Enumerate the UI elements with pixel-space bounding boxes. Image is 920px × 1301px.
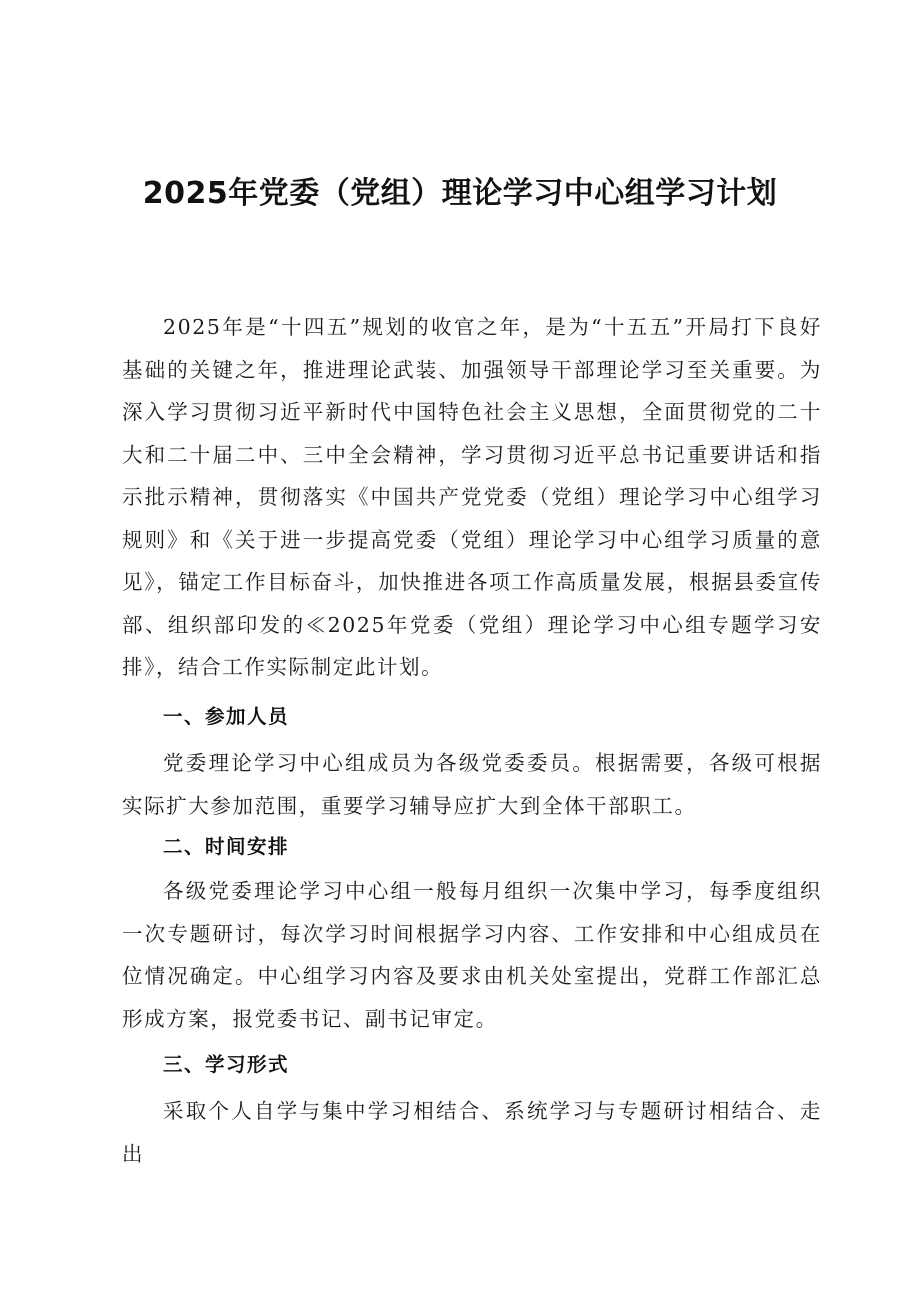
section-heading-participants: 一、参加人员 bbox=[162, 705, 289, 728]
section-heading-format: 三、学习形式 bbox=[162, 1053, 289, 1076]
document-title: 2025年党委（党组）理论学习中心组学习计划 bbox=[142, 176, 778, 211]
section-text-participants: 党委理论学习中心组成员为各级党委委员。根据需要，各级可根据实际扩大参加范围，重要学习辅导应扩大到全体干部职工。 bbox=[122, 751, 822, 818]
intro-paragraph: 2025年是“十四五”规划的收官之年，是为“十五五”开局打下良好基础的关键之年，推进理论武装、加强领导干部理论学习至关重要。为深入学习贯彻习近平新时代中国特色社会主义思想，全面贯彻党的二十大和二十届二中、三中全会精神，学习贯彻习近平总书记重要讲话和指示批示精神，贯彻落实《中国共产党党委（党组）理论学习中心组学习规则》和《关于进一步提高党委（党组）理论学习中心组学习质量的意见》，锚定工作目标奋斗，加快推进各项工作高质量发展，根据县委宣传部、组织部印发的≪2025年党委（党组）理论学习中心组专题学习安排》，结合工作实际制定此计划。 bbox=[122, 315, 822, 679]
section-text-schedule: 各级党委理论学习中心组一般每月组织一次集中学习，每季度组织一次专题研讨，每次学习时间根据学习内容、工作安排和中心组成员在位情况确定。中心组学习内容及要求由机关处室提出，党群工作部汇总形成方案，报党委书记、副书记审定。 bbox=[122, 879, 822, 1031]
section-text-format: 采取个人自学与集中学习相结合、系统学习与专题研讨相结合、走出 bbox=[122, 1099, 822, 1166]
section-heading-schedule: 二、时间安排 bbox=[162, 835, 289, 858]
